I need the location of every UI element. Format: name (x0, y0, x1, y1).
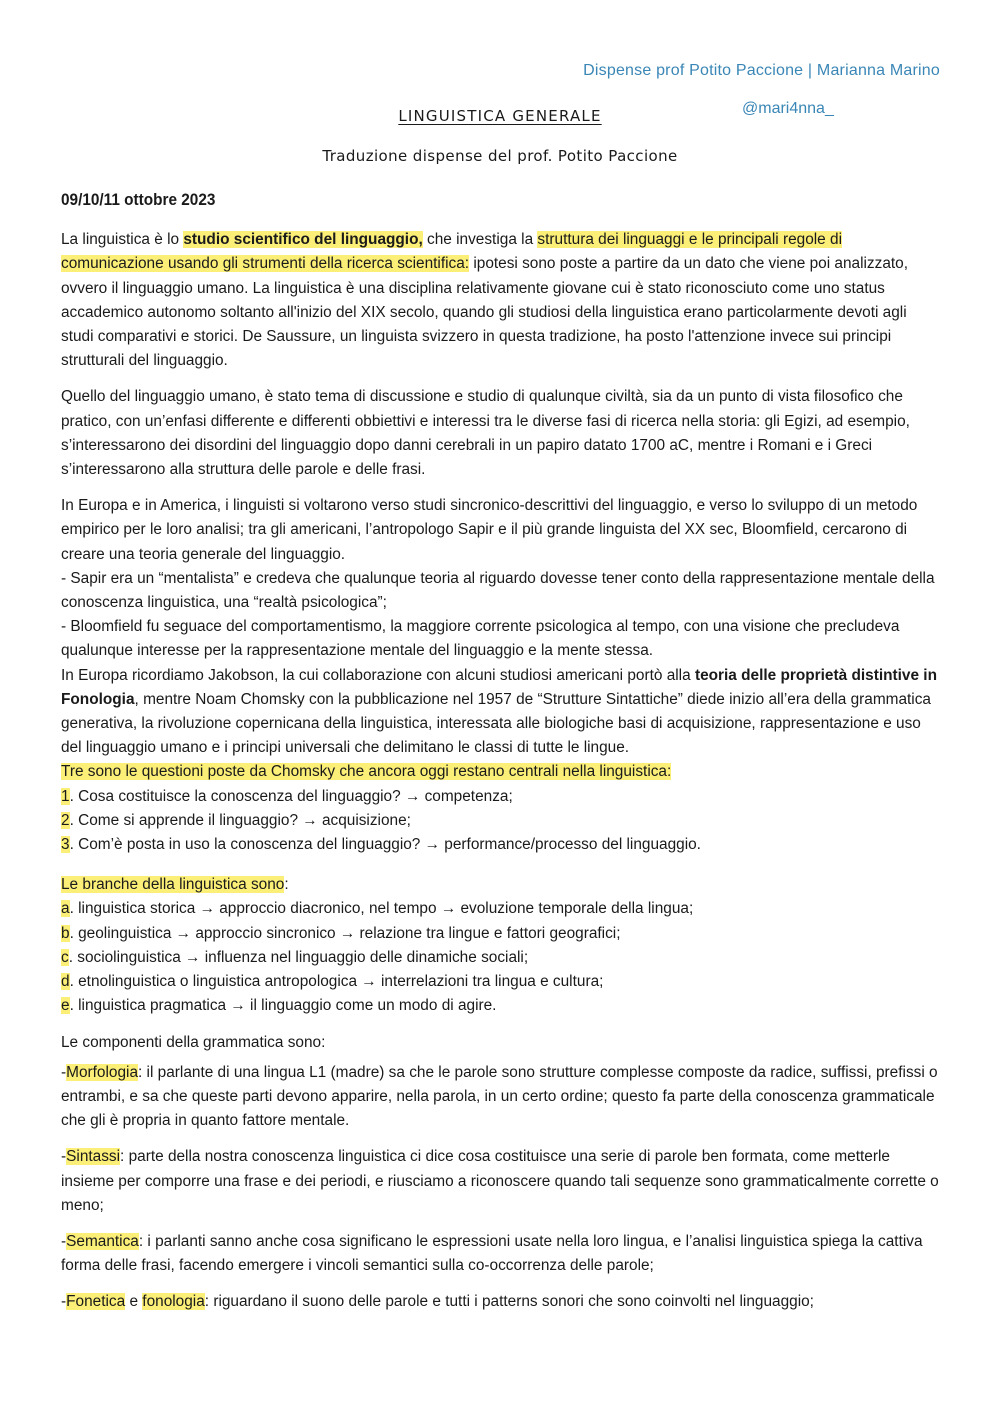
branch-letter: a (61, 900, 70, 918)
branches-title: Le branche della linguistica sono (61, 876, 285, 894)
question-text: . Cosa costituisce la conoscenza del linguaggio? → competenza; (69, 787, 513, 805)
document-subtitle: Traduzione dispense del prof. Potito Paccione (322, 147, 678, 165)
text-run: - Sapir era un “mentalista” e credeva che qualunque teoria al riguardo dovesse tener conto della rappresentazione mentale della conoscenza linguistica, una “realtà psicologica”; (61, 569, 935, 612)
text-run: La linguistica è lo (61, 231, 184, 249)
branch-letter: e (61, 997, 70, 1015)
text-run: - Bloomfield fu seguace del comportamentismo, la maggiore corrente psicologica al tempo, con una visione che precludeva qualunque interesse per la rappresentazione mentale del linguaggio e la mente stessa. (61, 618, 900, 660)
text-run: ipotesi sono poste a partire da un dato che viene poi analizzato, ovvero il linguaggio umano. La linguistica è una disciplina relativamente giovane cui è stato riconosciuto come uno status accademico autonomo soltanto all'inizio del XIX secolo, quando gli studiosi della linguistica erano particolarmente devoti agli studi comparativi e storici. De Saussure, un linguista svizzero in questa tradizione, ha posto l'attenzione invece sui principi strutturali del linguaggio. (61, 255, 908, 370)
document-title: LINGUISTICA GENERALE (398, 107, 602, 125)
author-handle: @mari4nna_ (742, 100, 834, 117)
component-text: : il parlante di una lingua L1 (madre) sa che le parole sono strutture complesse composte da radice, suffissi, prefissi o entrambi, e sa che queste parti devono apparire, nella parola, in un certo ordine; questo fa parte della conoscenza grammaticale che gli è propria in quanto fattore mentale. (61, 1063, 938, 1130)
document-body (61, 188, 943, 1327)
question-number: 2 (61, 811, 70, 829)
paragraph-history: Quello del linguaggio umano, è stato tema di discussione e studio di qualunque civiltà, sia da un punto di vista filosofico che pratico, con un’enfasi differente e differenti obbiettivi e interessi tra le diverse fasi di ricerca nella storia: gli Egizi, ad esempio, s’interessarono dei disordini del linguaggio dopo danni cerebrali in un papiro datato 1700 aC, mentre i Romani e i Greci s’interessarono alla struttura delle parole e delle frasi. (61, 388, 910, 479)
highlight-term: studio scientifico del linguaggio, (183, 231, 423, 249)
branches-list (61, 873, 943, 1018)
component-morfologia: -Morfologia: il parlante di una lingua L1 (madre) sa che le parole sono strutture complesse composte da radice, suffissi, prefissi o entrambi, e sa che queste parti devono apparire, nella parola, in un certo ordine; questo fa parte della conoscenza grammaticale che gli è propria in quanto fattore mentale. (61, 1063, 938, 1130)
component-semantica: -Semantica: i parlanti sanno anche cosa significano le espressioni usate nella loro lingua, e l’analisi linguistica spiega la cattiva forma delle frasi, facendo emergere i vincoli semantici sulla co-occorrenza delle parole; (61, 1232, 923, 1275)
paragraph-intro (61, 228, 943, 373)
component-term: Sintassi (66, 1148, 121, 1166)
text-run: In Europa ricordiamo Jakobson, la cui collaborazione con alcuni studiosi americani portò alla (61, 666, 695, 684)
lecture-date: 09/10/11 ottobre 2023 (61, 191, 216, 209)
branch-text: . linguistica pragmatica → il linguaggio come un modo di agire. (69, 997, 497, 1015)
branch-text: . linguistica storica → approccio diacronico, nel tempo → evoluzione temporale della lingua; (69, 900, 694, 918)
bold-term: teoria delle proprietà distintive in Fonologia (61, 666, 937, 708)
component-term: Fonetica (66, 1293, 126, 1311)
question-text: . Com’è posta in uso la conoscenza del linguaggio? → performance/processo del linguaggio. (69, 836, 701, 854)
branch-text: . etnolinguistica o linguistica antropologica → interrelazioni tra lingua e cultura; (69, 973, 604, 991)
highlight-phrase: struttura dei linguaggi e le principali regole di comunicazione usando gli strumenti della ricerca scientifica: (61, 231, 842, 273)
questions-title: Tre sono le questioni poste da Chomsky che ancora oggi restano centrali nella linguistica: (61, 763, 672, 781)
component-term: Morfologia (66, 1063, 138, 1081)
question-number: 3 (61, 836, 70, 854)
text-run: e (125, 1293, 143, 1311)
text-run: In Europa e in America, i linguisti si voltarono verso studi sincronico-descrittivi del linguaggio, e verso lo sviluppo di un metodo empirico per le loro analisi; tra gli americani, l’antropologo Sapir e il più grande linguista del XX sec, Bloomfield, cercarono di creare una teoria generale del linguaggio. (61, 497, 918, 563)
component-text: : i parlanti sanno anche cosa significano le espressioni usate nella loro lingua, e l’analisi linguistica spiega la cattiva forma delle frasi, facendo emergere i vincoli semantici sulla co-occorrenza delle parole; (61, 1232, 923, 1275)
text-run: : (284, 876, 289, 894)
branch-letter: b (61, 924, 70, 942)
text-run: , mentre Noam Chomsky con la pubblicazione nel 1957 de “Strutture Sintattiche” diede inizio all’era della grammatica generativa, la rivoluzione copernicana della linguistica, interessata alle biologiche basi di acquisizione, rappresentazione e uso del linguaggio umano e i principi universali che delimitano le classi di tutte le lingue. (61, 690, 931, 757)
component-term: fonologia (142, 1293, 205, 1311)
component-text: : parte della nostra conoscenza linguistica ci dice cosa costituisce una serie di parole ben formata, come metterle insieme per comporre una frase e dei periodi, e riusciamo a riconoscere quando tali sequenze sono grammaticalmente corrette o meno; (61, 1148, 939, 1214)
component-text: : riguardano il suono delle parole e tutti i patterns sonori che sono coinvolti nel linguaggio; (204, 1293, 814, 1311)
components-intro: Le componenti della grammatica sono: (61, 1033, 326, 1051)
paragraph-linguists (61, 494, 943, 857)
branch-text: . sociolinguistica → influenza nel linguaggio delle dinamiche sociali; (68, 948, 529, 966)
branch-letter: c (61, 948, 69, 966)
component-sintassi: -Sintassi: parte della nostra conoscenza linguistica ci dice cosa costituisce una serie di parole ben formata, come metterle insieme per comporre una frase e dei periodi, e riusciamo a riconoscere quando tali sequenze sono grammaticalmente corrette o meno; (61, 1148, 939, 1214)
credit-line: Dispense prof Potito Paccione | Marianna Marino (583, 62, 940, 79)
text-run: che investiga la (422, 231, 538, 249)
branch-letter: d (61, 973, 70, 991)
question-number: 1 (61, 787, 70, 805)
branch-text: . geolinguistica → approccio sincronico → relazione tra lingue e fattori geografici; (69, 924, 621, 942)
component-fonetica: -Fonetica e fonologia: riguardano il suono delle parole e tutti i patterns sonori che sono coinvolti nel linguaggio; (61, 1293, 814, 1311)
question-text: . Come si apprende il linguaggio? → acquisizione; (69, 811, 411, 829)
component-term: Semantica (66, 1232, 139, 1250)
